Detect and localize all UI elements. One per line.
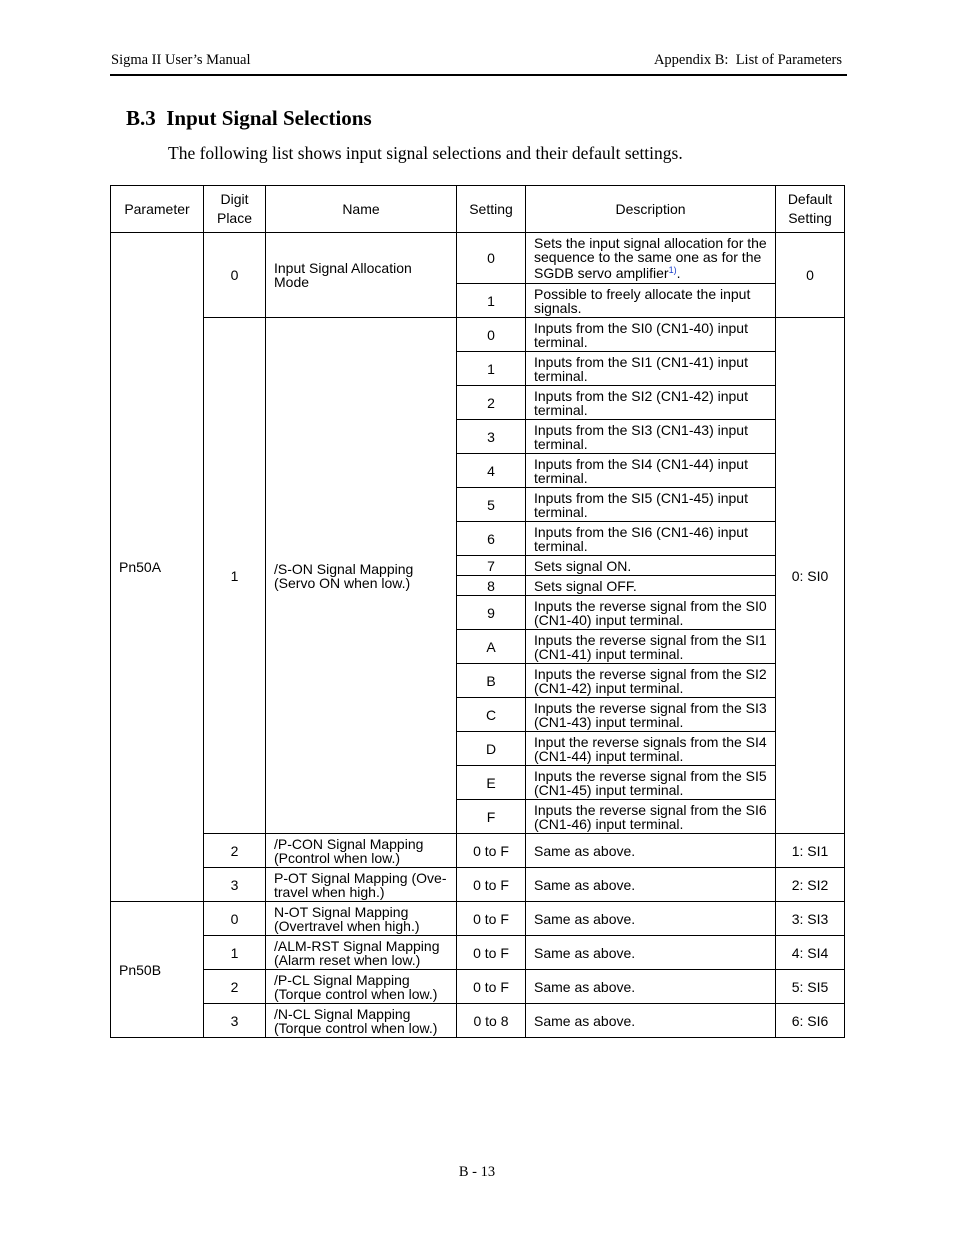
- description-cell: Inputs from the SI3 (CN1-43) input terminal.: [526, 420, 776, 454]
- default-cell: 5: SI5: [776, 970, 845, 1004]
- setting-cell: 0 to 8: [457, 1004, 526, 1038]
- description-cell: Inputs the reverse signal from the SI6 (CN1-46) input terminal.: [526, 800, 776, 834]
- description-cell: Inputs from the SI1 (CN1-41) input terminal.: [526, 352, 776, 386]
- description-cell: Inputs from the SI6 (CN1-46) input terminal.: [526, 522, 776, 556]
- default-cell: 4: SI4: [776, 936, 845, 970]
- setting-cell: 9: [457, 596, 526, 630]
- default-cell: 0: SI0: [776, 318, 845, 834]
- description-cell: Sets signal ON.: [526, 556, 776, 576]
- table-row: [111, 970, 845, 1004]
- column-header-description: Description: [526, 186, 776, 233]
- name-cell: P-OT Signal Mapping (Ove- travel when high.): [266, 868, 457, 902]
- setting-cell: D: [457, 732, 526, 766]
- name-cell: Input Signal Allocation Mode: [266, 233, 457, 318]
- page-number: B - 13: [458, 1164, 496, 1180]
- description-cell: Inputs the reverse signal from the SI1 (CN1-41) input terminal.: [526, 630, 776, 664]
- table-row: [111, 318, 845, 352]
- table-row: [111, 834, 845, 868]
- setting-cell: 0: [457, 318, 526, 352]
- default-cell: 0: [776, 233, 845, 318]
- setting-cell: 0 to F: [457, 936, 526, 970]
- description-cell: Sets signal OFF.: [526, 576, 776, 596]
- digit-cell: 2: [204, 834, 266, 868]
- setting-cell: 6: [457, 522, 526, 556]
- setting-cell: 7: [457, 556, 526, 576]
- setting-cell: 5: [457, 488, 526, 522]
- parameter-table: [110, 185, 845, 1038]
- description-cell: Inputs from the SI4 (CN1-44) input terminal.: [526, 454, 776, 488]
- section-title: B.3 Input Signal Selections: [126, 106, 372, 130]
- parameter-cell-pn50b: Pn50B: [111, 902, 204, 1038]
- description-cell: Inputs the reverse signal from the SI2 (CN1-42) input terminal.: [526, 664, 776, 698]
- setting-cell: 3: [457, 420, 526, 454]
- table-row: [111, 936, 845, 970]
- digit-cell: 0: [204, 902, 266, 936]
- setting-cell: A: [457, 630, 526, 664]
- description-cell: Inputs the reverse signal from the SI3 (CN1-43) input terminal.: [526, 698, 776, 732]
- table-row: [111, 233, 845, 284]
- description-cell: Same as above.: [526, 936, 776, 970]
- digit-cell: 3: [204, 1004, 266, 1038]
- setting-cell: 0 to F: [457, 868, 526, 902]
- setting-cell: 0 to F: [457, 970, 526, 1004]
- footnote-reference: 1): [668, 265, 677, 275]
- column-header-setting: Setting: [457, 186, 526, 233]
- digit-cell: 2: [204, 970, 266, 1004]
- description-cell: Same as above.: [526, 868, 776, 902]
- column-header-parameter: Parameter: [111, 186, 204, 233]
- digit-cell: 0: [204, 233, 266, 318]
- description-cell: Inputs the reverse signal from the SI5 (CN1-45) input terminal.: [526, 766, 776, 800]
- setting-cell: 4: [457, 454, 526, 488]
- name-cell: N-OT Signal Mapping (Overtravel when high.): [266, 902, 457, 936]
- digit-cell: 3: [204, 868, 266, 902]
- description-cell: Possible to freely allocate the input signals.: [526, 284, 776, 318]
- parameter-cell-pn50a: Pn50A: [111, 233, 204, 902]
- running-header-right: Appendix B: List of Parameters: [653, 52, 842, 68]
- setting-cell: 0: [457, 233, 526, 284]
- column-header-name: Name: [266, 186, 457, 233]
- description-cell: Inputs from the SI0 (CN1-40) input terminal.: [526, 318, 776, 352]
- default-cell: 6: SI6: [776, 1004, 845, 1038]
- setting-cell: C: [457, 698, 526, 732]
- description-cell: Inputs from the SI2 (CN1-42) input terminal.: [526, 386, 776, 420]
- setting-cell: 1: [457, 284, 526, 318]
- digit-cell: 1: [204, 936, 266, 970]
- setting-cell: 0 to F: [457, 834, 526, 868]
- description-cell: Inputs the reverse signal from the SI0 (CN1-40) input terminal.: [526, 596, 776, 630]
- name-cell: /P-CON Signal Mapping (Pcontrol when low.): [266, 834, 457, 868]
- name-cell: /S-ON Signal Mapping (Servo ON when low.): [266, 318, 457, 834]
- description-cell: Sets the input signal allocation for the sequence to the same one as for the SGDB servo amplifier$^{1)}$.: [526, 233, 776, 284]
- description-cell: Same as above.: [526, 834, 776, 868]
- setting-cell: 1: [457, 352, 526, 386]
- name-cell: /N-CL Signal Mapping (Torque control when low.): [266, 1004, 457, 1038]
- setting-cell: 8: [457, 576, 526, 596]
- default-cell: 2: SI2: [776, 868, 845, 902]
- column-header-digit-place: Digit Place: [204, 186, 266, 233]
- description-cell: Inputs from the SI5 (CN1-45) input terminal.: [526, 488, 776, 522]
- name-cell: /ALM-RST Signal Mapping (Alarm reset when low.): [266, 936, 457, 970]
- description-cell: Same as above.: [526, 970, 776, 1004]
- table-row: [111, 902, 845, 936]
- description-cell: Same as above.: [526, 902, 776, 936]
- setting-cell: F: [457, 800, 526, 834]
- setting-cell: 2: [457, 386, 526, 420]
- description-cell: Same as above.: [526, 1004, 776, 1038]
- default-cell: 1: SI1: [776, 834, 845, 868]
- header-rule: [110, 74, 847, 76]
- running-header-left: Sigma II User’s Manual: [111, 52, 251, 68]
- table-row: [111, 1004, 845, 1038]
- digit-cell: 1: [204, 318, 266, 834]
- table-row: [111, 868, 845, 902]
- setting-cell: B: [457, 664, 526, 698]
- setting-cell: 0 to F: [457, 902, 526, 936]
- description-cell: Input the reverse signals from the SI4 (CN1-44) input terminal.: [526, 732, 776, 766]
- setting-cell: E: [457, 766, 526, 800]
- default-cell: 3: SI3: [776, 902, 845, 936]
- column-header-default-setting: Default Setting: [776, 186, 845, 233]
- name-cell: /P-CL Signal Mapping (Torque control when low.): [266, 970, 457, 1004]
- section-intro: The following list shows input signal selections and their default settings.: [168, 143, 683, 163]
- table-header-row: [111, 186, 845, 233]
